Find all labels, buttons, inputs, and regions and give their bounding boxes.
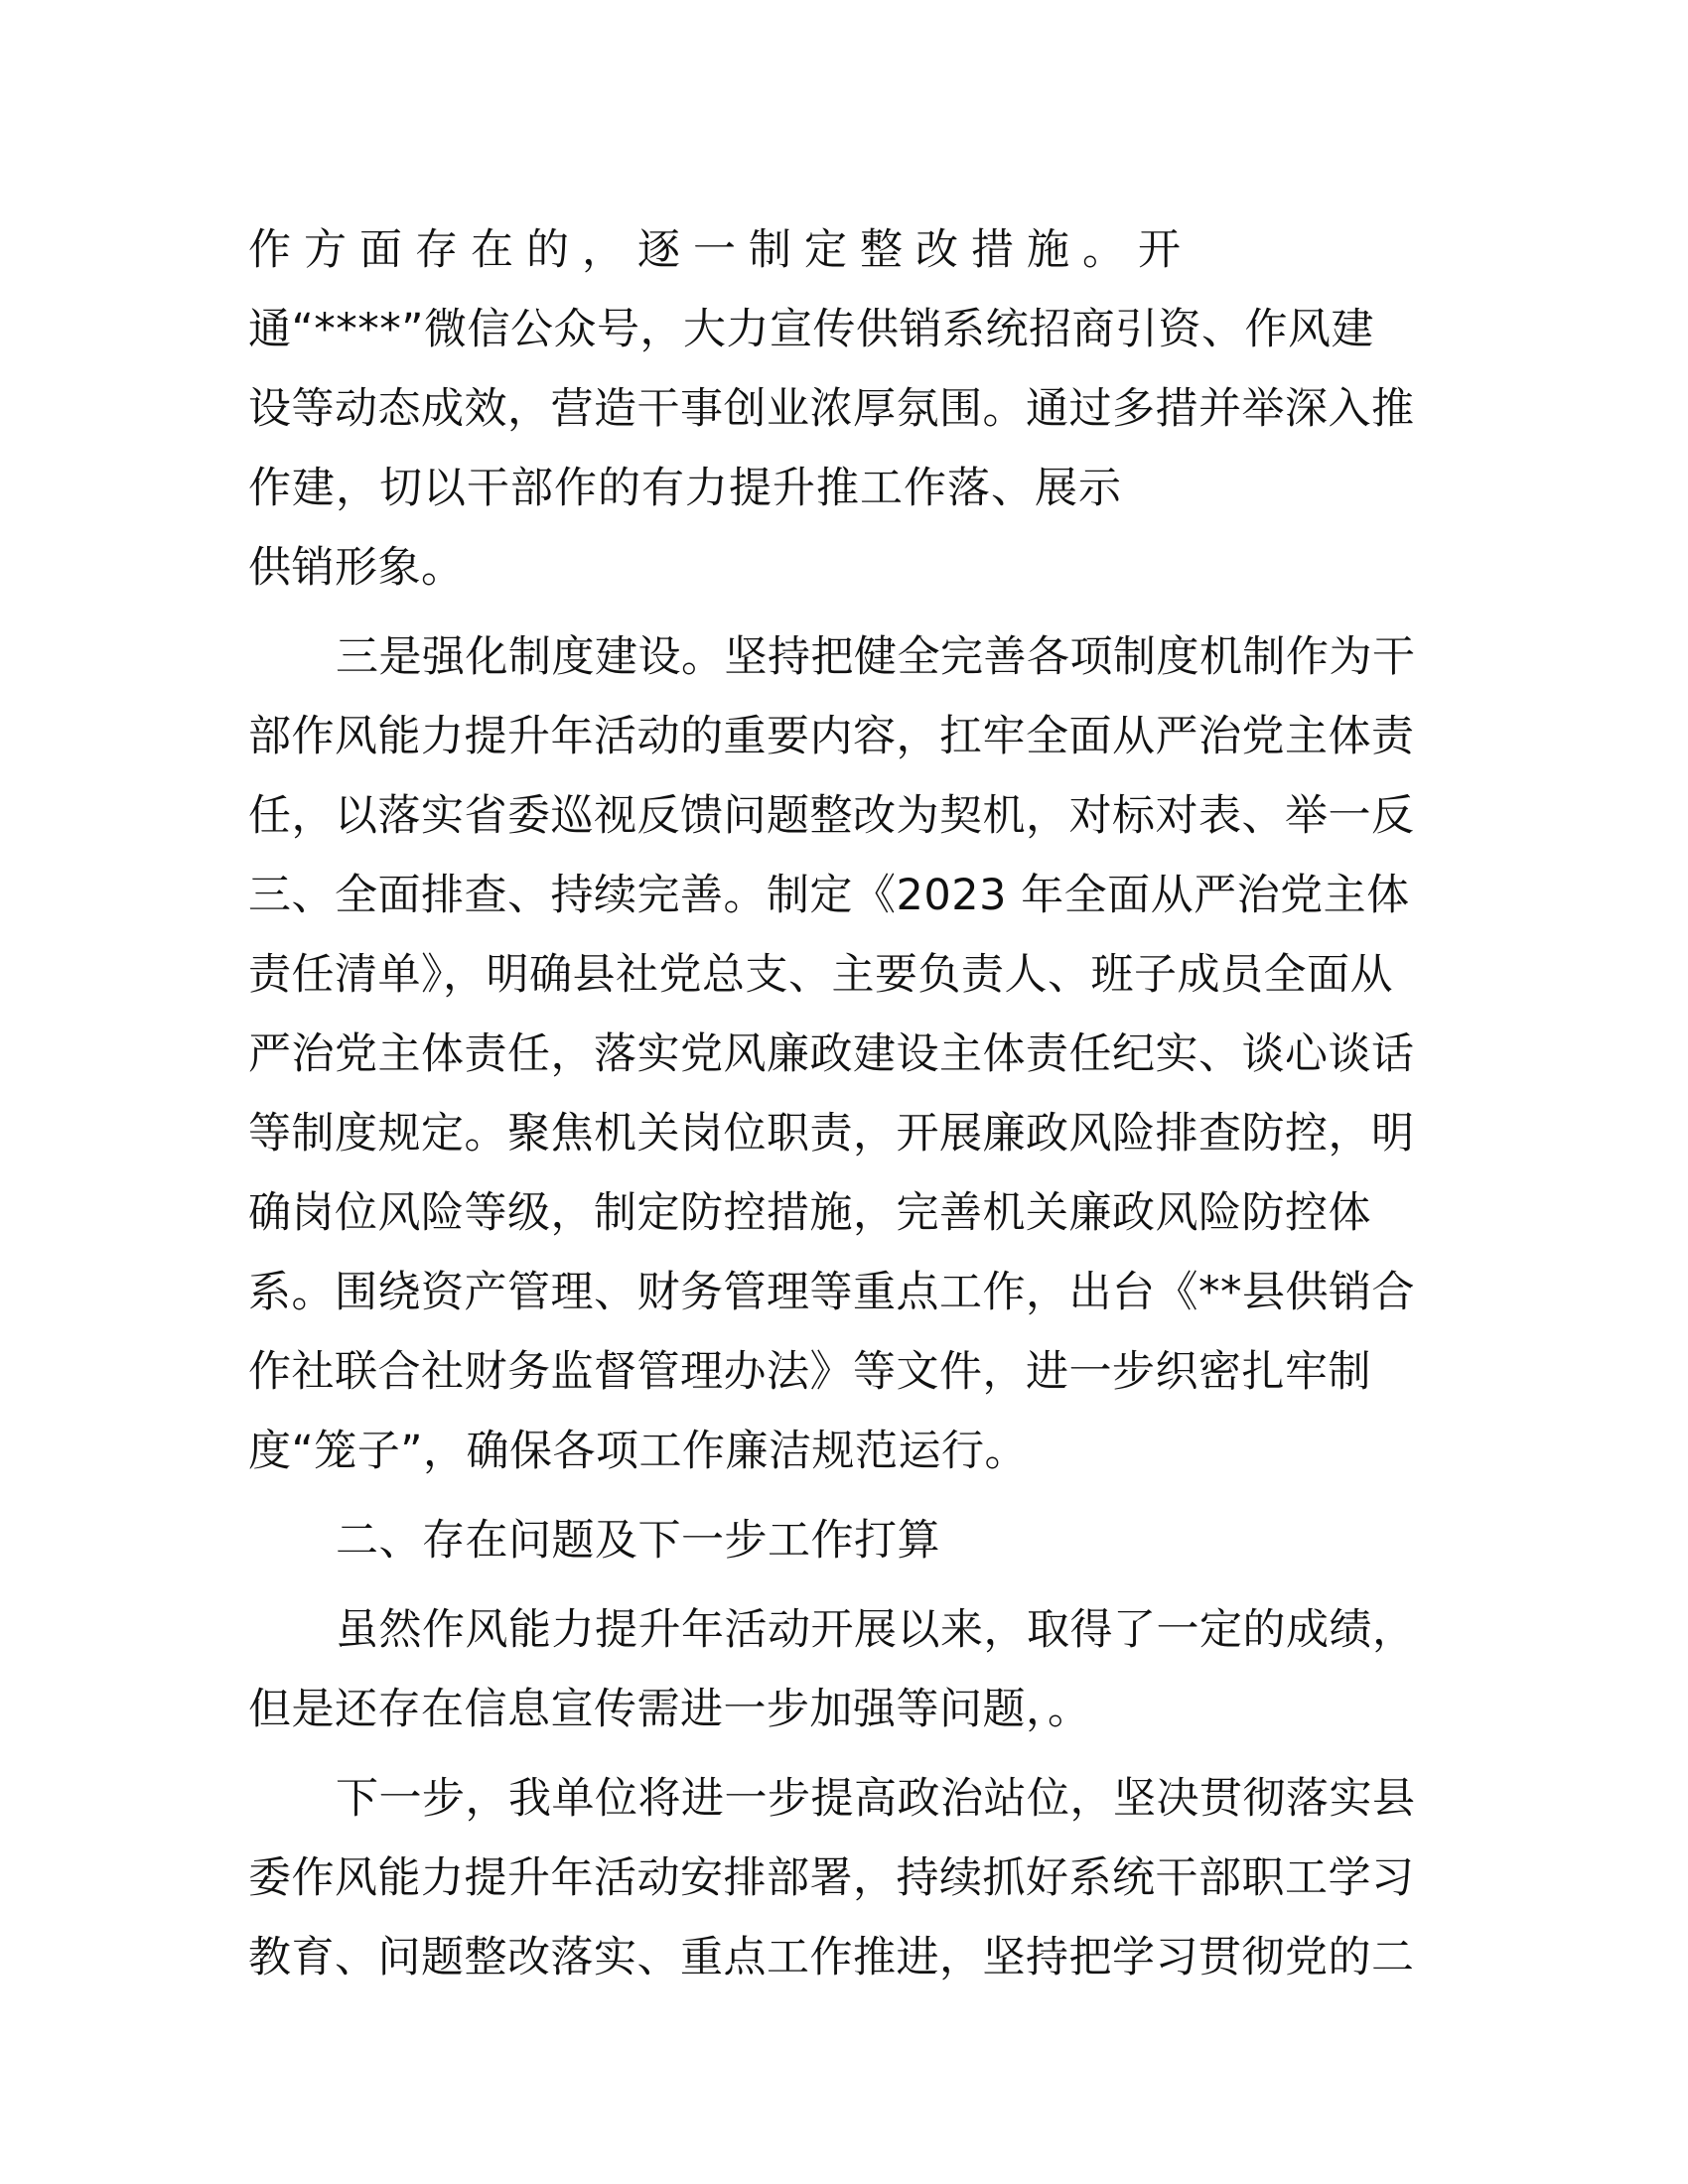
text-line: 等制度规定。聚焦机关岗位职责，开展廉政风险排查防控，明 xyxy=(248,1109,1415,1159)
section-heading-text: 二、存在问题及下一步工作打算 xyxy=(336,1516,940,1566)
document-page xyxy=(248,210,1440,1997)
text-line: 三、全面排查、持续完善。制定《2023 年全面从严治党主体 xyxy=(248,871,1410,920)
text-line: 部作风能力提升年活动的重要内容，扛牢全面从严治党主体责 xyxy=(248,712,1415,761)
text-line: 下一步，我单位将进一步提高政治站位，坚决贯彻落实县 xyxy=(336,1774,1416,1824)
section-heading xyxy=(248,1501,1440,1580)
text-line: 通“****”微信公众号，大力宣传供销系统招商引资、作风建 xyxy=(248,305,1375,354)
text-line: 严治党主体责任，落实党风廉政建设主体责任纪实、谈心谈话 xyxy=(248,1029,1415,1079)
text-line: 教育、问题整改落实、重点工作推进，坚持把学习贯彻党的二 xyxy=(248,1933,1415,1982)
text-line: 虽然作风能力提升年活动开展以来，取得了一定的成绩， xyxy=(336,1605,1416,1655)
text-line: 系。围绕资产管理、财务管理等重点工作，出台《**县供销合 xyxy=(248,1268,1415,1317)
text-line: 任，以落实省委巡视反馈问题整改为契机，对标对表、举一反 xyxy=(248,791,1415,841)
paragraph-5 xyxy=(248,1759,1440,1997)
text-line: 作社联合社财务监督管理办法》等文件，进一步织密扎牢制 xyxy=(248,1347,1371,1397)
text-line: 供销形象。 xyxy=(248,543,465,593)
text-line: 作方面存在的，逐一制定整改措施。开 xyxy=(248,225,1194,275)
paragraph-4 xyxy=(248,1590,1440,1749)
paragraph-2 xyxy=(248,617,1440,1491)
text-line: 但是还存在信息宣传需进一步加强等问题，。 xyxy=(248,1685,1091,1734)
text-line: 责任清单》，明确县社党总支、主要负责人、班子成员全面从 xyxy=(248,950,1393,1000)
text-line: 三是强化制度建设。坚持把健全完善各项制度机制作为干 xyxy=(336,632,1416,682)
text-line: 设等动态成效，营造干事创业浓厚氛围。通过多措并举深入推 xyxy=(248,384,1415,434)
text-line: 委作风能力提升年活动安排部署，持续抓好系统干部职工学习 xyxy=(248,1853,1415,1903)
text-line: 度“笼子”，确保各项工作廉洁规范运行。 xyxy=(248,1427,1029,1476)
text-line: 作建，切以干部作的有力提升推工作落、展示 xyxy=(248,464,1122,513)
paragraph-1 xyxy=(248,210,1440,608)
text-line: 确岗位风险等级，制定防控措施，完善机关廉政风险防控体 xyxy=(248,1188,1371,1238)
